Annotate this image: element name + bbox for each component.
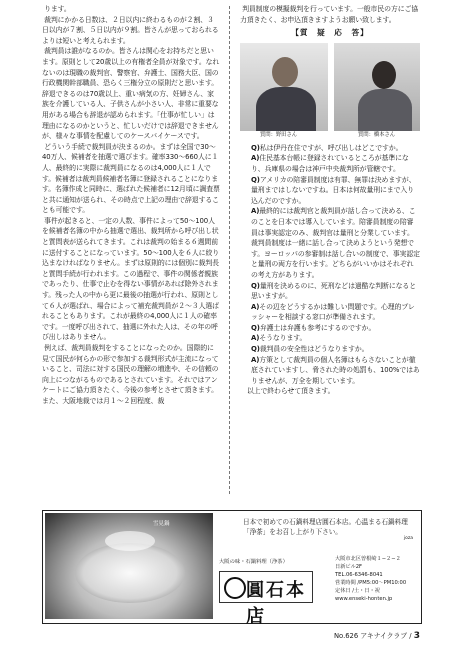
qa-item (240, 206, 420, 280)
dish-tag: 雪見鍋 (153, 521, 170, 527)
right-text-column (240, 4, 420, 397)
page-footer (334, 630, 420, 641)
qa-text: 住民基本台帳に登録されているところが基準になり、兵庫県の場合は神戸中央裁判所が管轄です。 (251, 154, 409, 173)
qa-item (240, 323, 420, 334)
tagline-text: 日本で初めての石鍋料理店圓石本店。心温まる石鍋料理「浄茶」をお召し上がり下さい。 (243, 518, 408, 536)
paragraph: 裁判にかかる日数は、２日以内に終わるものが２割、３日以内が７割、５日以内が９割。皆さんが思っておられるよりは短いと考えられます。 (42, 15, 219, 45)
tagline-ruby: joza (403, 536, 413, 541)
logo-mark-icon (224, 577, 246, 599)
paragraph: どういう手続で裁判員が決まるのか。まずは全国で30〜40万人、候補者を抽選で選びます。確率330〜660人に１人、最終的に実際に裁判員になるのは4,000人に１人です。候補者は裁判員候補者名簿に登録されることになります。名簿作成と同時に、選ばれた候補者に12月頃に調査票と共に通知が送られ、その時点で上記の理由で辞退することも可能です。 (42, 142, 220, 215)
qa-item (240, 344, 420, 355)
steam (105, 531, 155, 551)
person-body (358, 89, 412, 131)
qa-heading: 【質 疑 応 答】 (291, 28, 369, 38)
paragraph: 事件が起きると、一定の人数、事件によって50〜100人を候補者名簿の中から抽選で選出、裁判所から呼び出し状と質問表が送られてきます。これは裁判の始まる６週間前に送付することになっています。50〜100人を６人に絞り込まなければなりません。まずは原則的には個別に裁判長と質問手続が行われます。この過程で、事件の関係者親族であったり、仕事で止むを得ない事情があれば除外されます。残った人の中から更に最後の抽選が行われ、原則として６人が選ばれ、場合によって補充裁判員が２〜３人選ばれることもあります。これが最終の4,000人に１人の確率です。一度呼び出されて、抽選に外れた人は、その年の呼び出しはありません。 (42, 216, 220, 342)
qa-text: 私は伊丹在住ですが、呼び出しはどこですか。 (259, 143, 403, 152)
qa-item (240, 281, 420, 302)
qa-mark: Q) (251, 345, 260, 354)
shop-address (335, 555, 406, 603)
closing-line: 以上で終わらせて頂きます。 (246, 387, 335, 396)
shop-type: 大阪の味・石鍋料理（浄茶） (219, 559, 288, 565)
ad-tagline (243, 517, 413, 541)
restaurant-logo (219, 571, 313, 627)
questioner-photo (334, 43, 420, 131)
photo-row (240, 43, 420, 141)
footer-separator: / (409, 632, 412, 640)
website-url[interactable]: www.enseki-honten.jp (335, 596, 393, 602)
qa-item (240, 153, 420, 174)
qa-mark: Q) (251, 175, 260, 184)
qa-text: そうなります。 (259, 334, 307, 343)
column-divider (229, 6, 230, 494)
qa-item (240, 143, 420, 154)
qa-item (240, 302, 420, 323)
closed-days: 定休日 /土・日・祝 (335, 588, 380, 594)
qa-mark: Q) (251, 323, 260, 332)
paragraph: 判員制度の模擬裁判を行っています。一般市民の方にご協力頂きたく、お申込頂きますようお願い致します。 (240, 5, 419, 24)
business-hours: 営業時間 /PM5:00〜PM10:00 (335, 580, 407, 586)
address-line: 大阪市北区曽根崎１−２−２ (335, 556, 401, 562)
qa-mark: Q) (251, 143, 260, 152)
questioner-photo (240, 43, 328, 131)
qa-text: その辺をどうするかは難しい問題です。心理的プレッシャーを相談する窓口が準備されます。 (251, 302, 415, 322)
paragraph: ります。 (44, 5, 71, 13)
qa-item (240, 333, 420, 344)
person-head (372, 61, 396, 89)
qa-item (240, 355, 420, 387)
person-body (256, 87, 316, 131)
stone-bowl (75, 543, 185, 603)
qa-mark: A) (251, 207, 260, 216)
paragraph: 例えば、裁判員裁判をすることになったのか。国際的に見て国民が何らかの形で参加する裁判形式が主流になっていること、司法に対する国民の理解の増進や、その信頼の向上につながるものであるとされています。それではアンケートにご協力頂きたく、今後の参考とさせて頂きます。また、大阪地裁では月１〜２回程度、裁 (42, 344, 219, 405)
qa-text: 方策として裁判員の個人名簿はもらさないことが徹底されていますし、脅された時の処罰も、100%ではありませんが、万全を期しています。 (251, 355, 420, 385)
qa-list (240, 143, 420, 397)
logo-text: 圓石本店 (246, 580, 306, 627)
qa-text: 量刑を決めるのに、死刑などは過酷な判断になると思いますが。 (251, 281, 416, 301)
qa-item (240, 175, 420, 207)
qa-text: 最終的には裁判官と裁判員が話し合って決める、このことを日本では導入しています。陪審員制度の陪審員は事実認定のみ、裁判官は量刑と分業しています。裁判員制度は一緒に話し合って決めようという発想です。ヨーロッパの参審制は話し合いの制度で、事実認定と量刑の両方を行います。どちらがいいかはそれぞれの考え方があります。 (251, 207, 420, 279)
qa-text: アメリカの陪審員制度は有罪、無罪は決めますが、量刑まではしないですね。日本は何故量刑にまで入り込んだのですか。 (251, 175, 416, 205)
qa-text: 裁判員の安全性はどうなりますか。 (259, 345, 369, 354)
restaurant-advertisement (42, 510, 422, 627)
qa-mark: A) (251, 355, 260, 364)
qa-mark: A) (251, 302, 260, 311)
paragraph: 裁判員は誰がなるのか。皆さんは関心をお持ちだと思います。原則として20歳以上の有権者全員が対象です。なれないのは現職の裁判官、警察官、弁護士、国務大臣、国の行政機関幹部職員、恐らく三権分立の原則だと思います。辞退できるのは70歳以上、重い病気の方、妊婦さん、家族を介護している人、子供さんが小さい人、非常に重要な用がある場合も辞退が認められます。「仕事が忙しい」は理由になるのかというと、忙しいだけでは辞退できませんが、様々な事情を配慮してのケースバイケースです。 (42, 47, 220, 141)
address-line: 日新ビル2F (335, 564, 363, 570)
qa-text: 弁護士は弁護も参考にするのですか。 (259, 323, 376, 332)
page-number: 3 (413, 631, 420, 641)
qa-mark: A) (251, 334, 260, 343)
photo-caption: 質問：野田さん (260, 131, 298, 138)
issue-number: No.626 (333, 632, 359, 640)
phone-number: TEL.06-6346-8041 (335, 572, 383, 578)
hotpot-photo (45, 513, 213, 619)
person-head (272, 57, 298, 87)
qa-mark: A) (251, 154, 260, 163)
magazine-name: アキナイクラブ (360, 632, 408, 640)
qa-mark: Q) (251, 281, 260, 290)
photo-caption: 質問：橋本さん (358, 131, 396, 138)
left-text-column (42, 4, 220, 407)
